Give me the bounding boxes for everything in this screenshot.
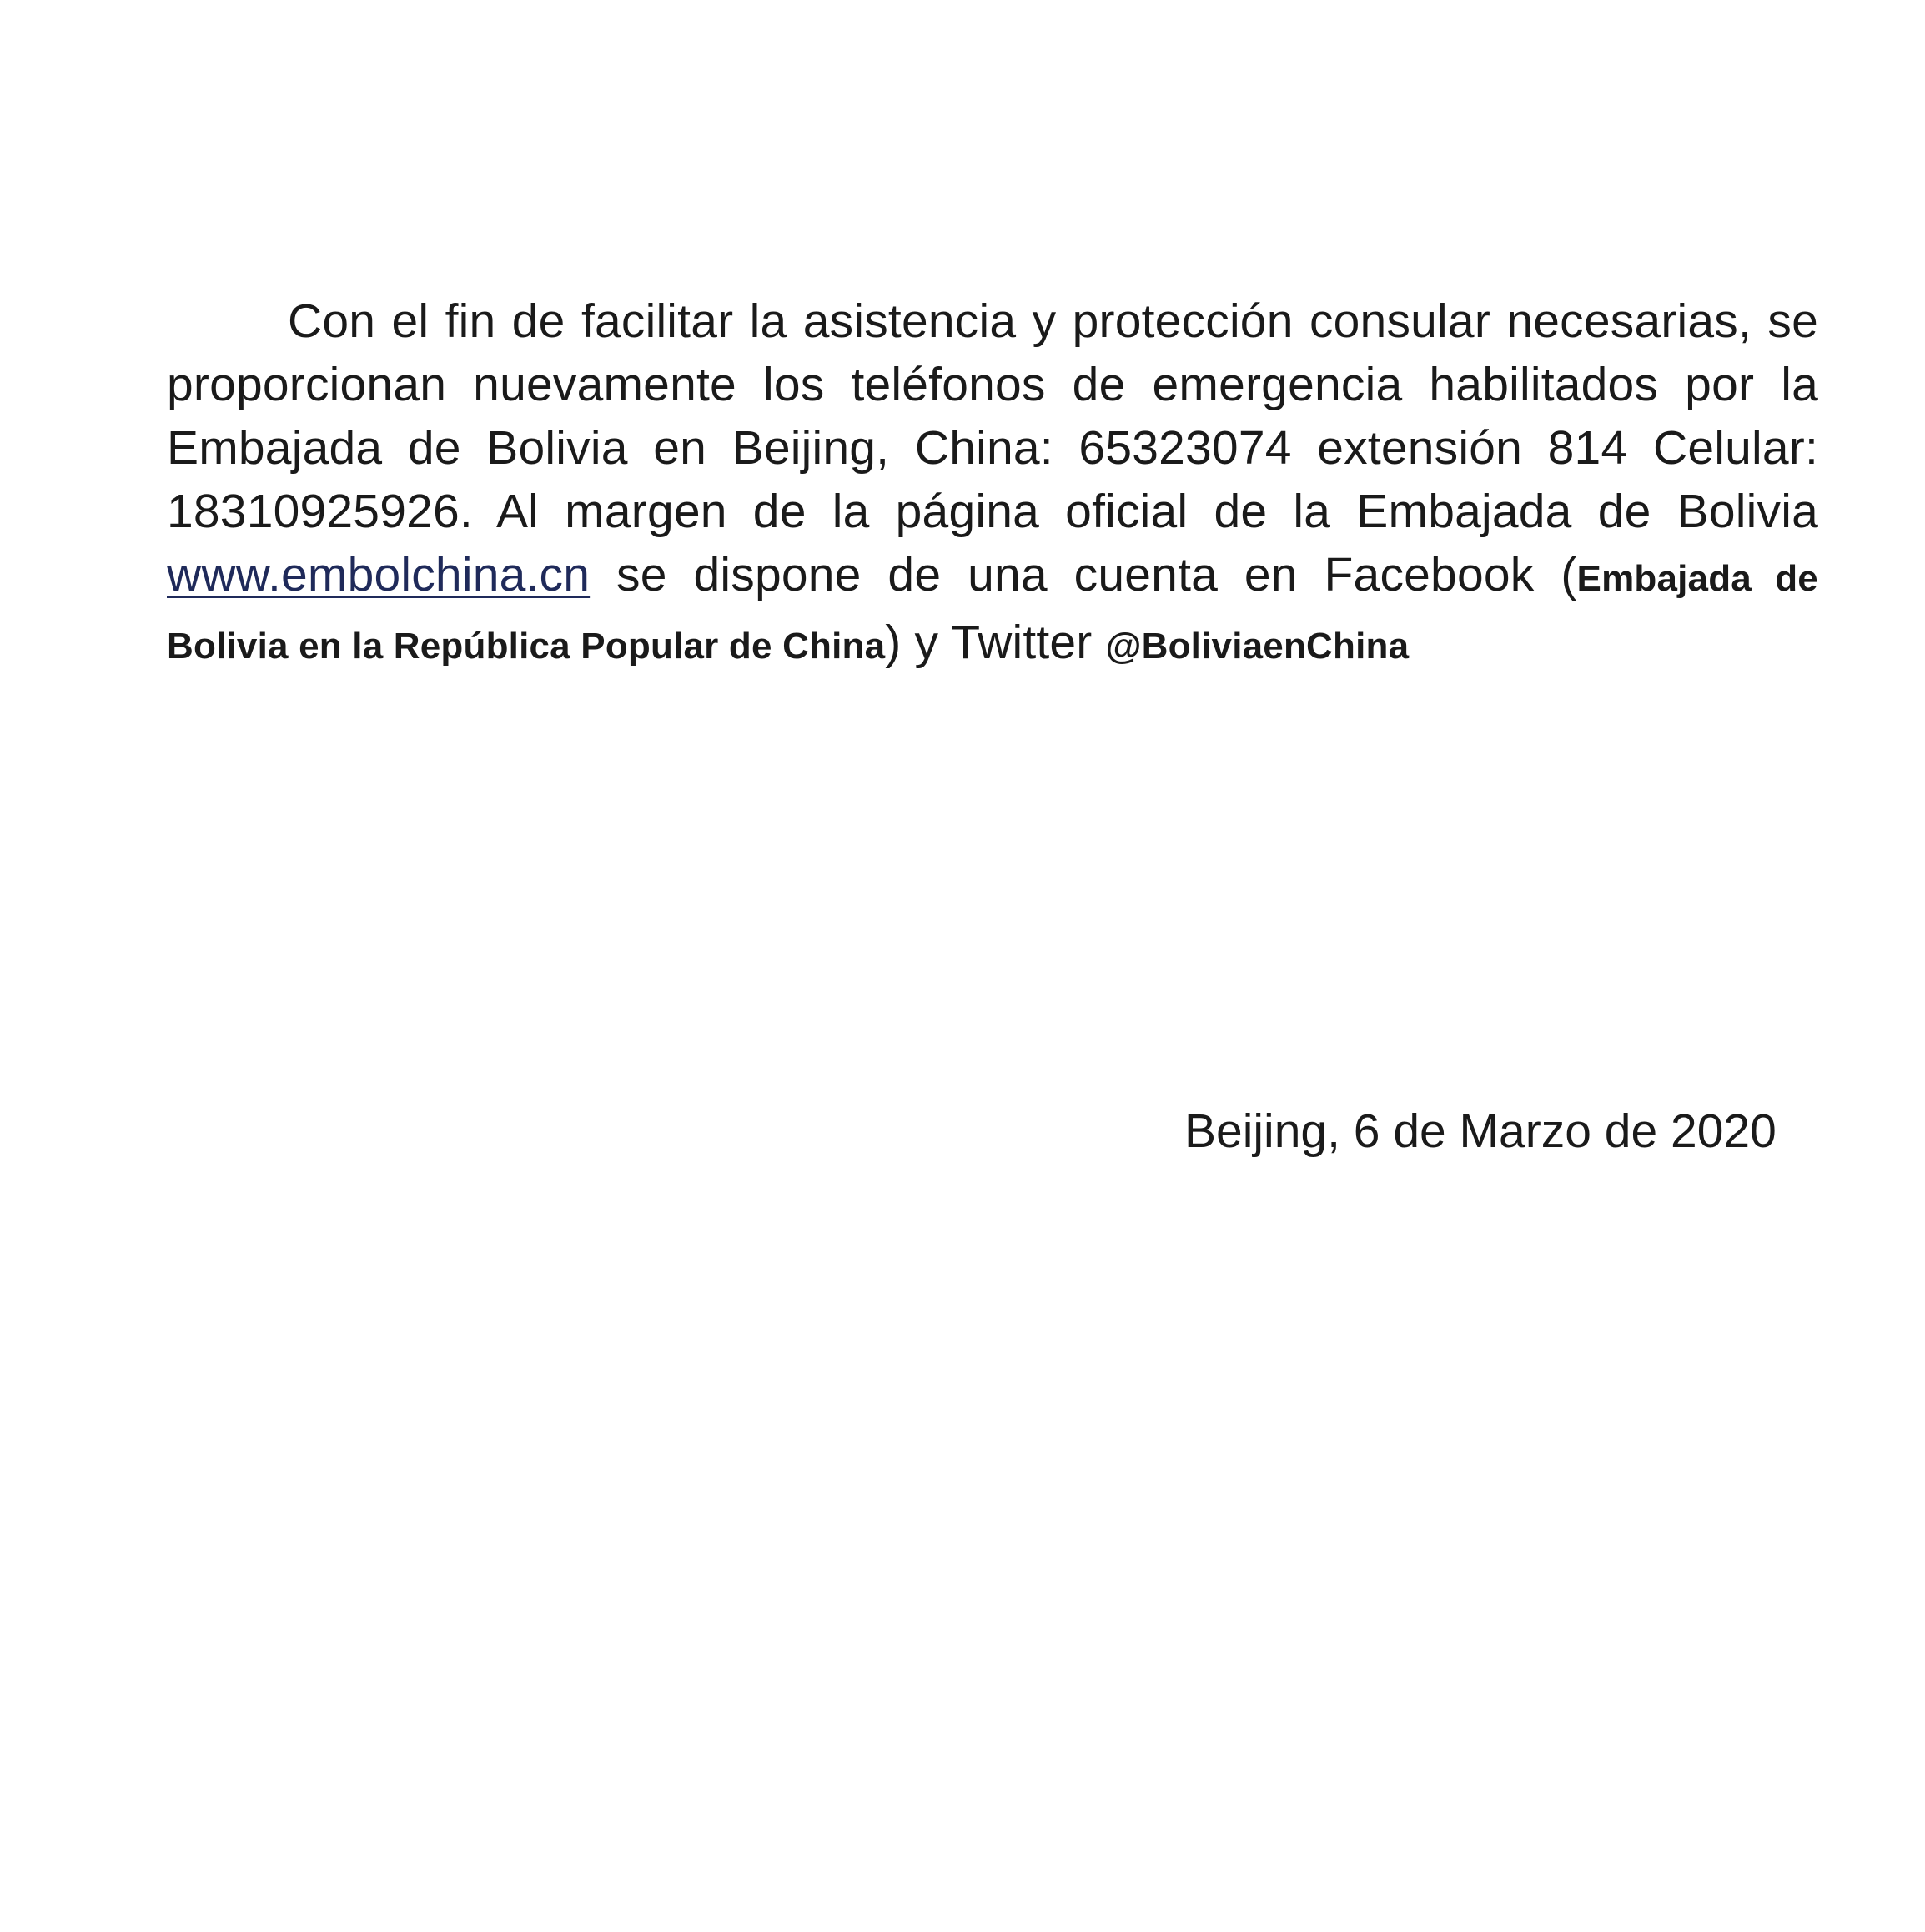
paragraph-text-2: se dispone de una cuenta en Facebook ( [590, 548, 1577, 601]
twitter-handle: @BoliviaenChina [1105, 626, 1410, 667]
date-line: Beijing, 6 de Marzo de 2020 [1184, 1104, 1777, 1158]
facebook-account-name: Embajada de Bolivia en la República Popular de China [167, 558, 1818, 667]
paragraph-text-3: ) y Twitter [885, 616, 1106, 669]
embassy-website-link[interactable]: www.embolchina.cn [167, 548, 591, 601]
paragraph-text-1: Con el fin de facilitar la asistencia y protección consular necesarias, se proporcionan nuevamente los teléfonos de emergencia habilitados por la Embajada de Bolivia en Beijing, China: 65323074 extensión 814 Celular: 18310925926. Al margen de la página oficial de la Embajada de Bolivia [167, 294, 1818, 538]
body-paragraph [167, 289, 1818, 678]
